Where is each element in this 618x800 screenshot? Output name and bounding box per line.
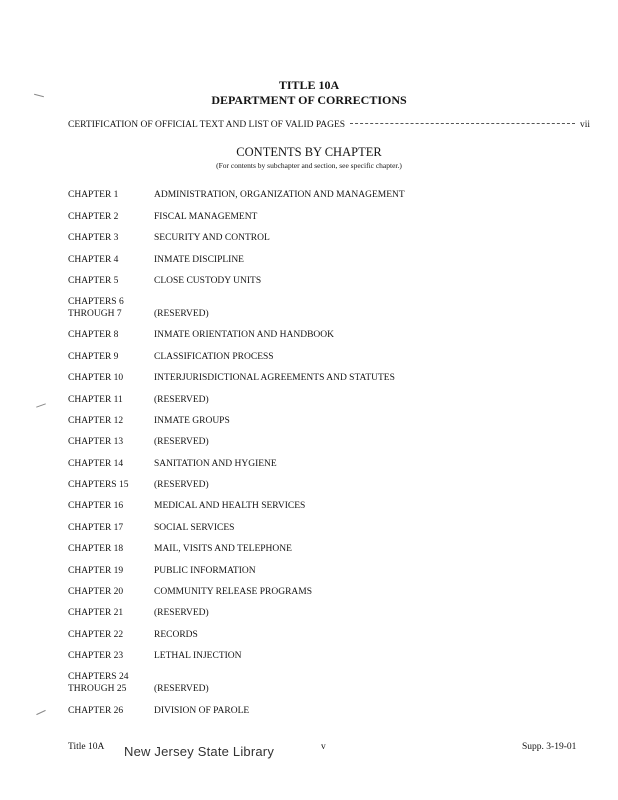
chapter-number [68,543,154,555]
footer-page-number: v [321,742,326,752]
chapter-title: DIVISION OF PAROLE [154,705,250,716]
chapter-title: INMATE GROUPS [154,415,230,426]
chapter-row [68,287,548,320]
footer-supplement-date: Supp. 3-19-01 [522,742,577,752]
chapter-row [68,244,548,265]
chapter-number [68,458,154,470]
chapter-row [68,470,548,491]
chapter-number [68,650,154,662]
chapter-number-line: CHAPTERS 6 [68,296,124,307]
chapter-number-line: CHAPTER 1 [68,190,119,201]
chapter-number-line: CHAPTER 16 [68,501,124,512]
chapter-row [68,363,548,384]
chapter-number-line: THROUGH 7 [68,308,122,319]
chapter-number [68,351,154,363]
chapter-row [68,641,548,662]
scan-mark [36,710,45,715]
chapter-number-line: CHAPTER 11 [68,394,123,405]
chapter-number-line: CHAPTER 2 [68,211,119,222]
chapter-row [68,577,548,598]
chapter-number-line: CHAPTER 21 [68,608,124,619]
chapter-row [68,406,548,427]
chapter-row [68,534,548,555]
chapter-number [68,232,154,244]
chapter-title: (RESERVED) [154,437,209,448]
certification-line [68,120,590,130]
chapter-title: COMMUNITY RELEASE PROGRAMS [154,587,312,598]
chapter-number-line: CHAPTER 12 [68,415,124,426]
chapter-number-line: CHAPTER 13 [68,437,124,448]
chapter-title: SANITATION AND HYGIENE [154,458,277,469]
chapter-row [68,201,548,222]
chapter-row [68,619,548,640]
chapter-title: (RESERVED) [154,480,209,491]
contents-heading: CONTENTS BY CHAPTER [236,145,382,159]
chapter-title: SOCIAL SERVICES [154,522,235,533]
chapter-number-line: CHAPTER 22 [68,629,124,640]
chapter-title: ADMINISTRATION, ORGANIZATION AND MANAGEMENT [154,190,405,201]
chapter-number [68,329,154,341]
chapter-title: (RESERVED) [154,608,209,619]
certification-page: vii [579,120,590,130]
chapter-number [68,671,154,695]
title-block [0,78,618,108]
chapter-row [68,512,548,533]
chapter-number [68,394,154,406]
dot-leader [350,123,575,124]
chapter-number-line: CHAPTERS 24 [68,672,129,683]
library-stamp: New Jersey State Library [124,744,275,759]
chapter-number-line: CHAPTER 20 [68,587,124,598]
document-title: TITLE 10A [278,78,340,92]
chapter-row [68,384,548,405]
chapter-list [68,180,548,717]
chapter-number-line: CHAPTER 5 [68,275,119,286]
chapter-number-line: CHAPTERS 15 [68,480,129,491]
chapter-row [68,448,548,469]
chapter-number-line: CHAPTER 8 [68,330,119,341]
chapter-title: INTERJURISDICTIONAL AGREEMENTS AND STATUTES [154,373,395,384]
chapter-number [68,522,154,534]
chapter-title: (RESERVED) [154,308,209,319]
chapter-row [68,320,548,341]
chapter-title: RECORDS [154,629,198,640]
chapter-title: (RESERVED) [154,394,209,405]
chapter-number-line: CHAPTER 18 [68,544,124,555]
chapter-title: INMATE ORIENTATION AND HANDBOOK [154,330,334,341]
chapter-number-line: CHAPTER 19 [68,565,124,576]
chapter-row [68,662,548,695]
chapter-row [68,223,548,244]
chapter-number-line: CHAPTER 10 [68,373,124,384]
chapter-number-line: CHAPTER 3 [68,233,119,244]
chapter-number [68,372,154,384]
chapter-row [68,180,548,201]
document-subtitle: DEPARTMENT OF CORRECTIONS [211,93,407,107]
chapter-number [68,254,154,266]
chapter-row [68,555,548,576]
chapter-title: CLOSE CUSTODY UNITS [154,275,262,286]
chapter-row [68,427,548,448]
contents-note: (For contents by subchapter and section, see specific chapter.) [216,161,402,170]
footer-title: Title 10A [68,742,105,752]
chapter-row [68,491,548,512]
chapter-number [68,189,154,201]
chapter-title: SECURITY AND CONTROL [154,233,270,244]
chapter-number [68,629,154,641]
chapter-title: (RESERVED) [154,684,209,695]
certification-label: CERTIFICATION OF OFFICIAL TEXT AND LIST OF VALID PAGES [68,120,346,130]
chapter-number [68,565,154,577]
chapter-number [68,586,154,598]
chapter-number [68,415,154,427]
chapter-title: FISCAL MANAGEMENT [154,211,258,222]
chapter-number-line: CHAPTER 23 [68,651,124,662]
chapter-number-line: CHAPTER 17 [68,522,124,533]
chapter-row [68,266,548,287]
chapter-title: MEDICAL AND HEALTH SERVICES [154,501,306,512]
chapter-number [68,296,154,320]
chapter-title: CLASSIFICATION PROCESS [154,351,274,362]
chapter-title: PUBLIC INFORMATION [154,565,256,576]
chapter-number-line: CHAPTER 26 [68,705,124,716]
chapter-row [68,598,548,619]
chapter-number [68,211,154,223]
chapter-number [68,500,154,512]
chapter-number-line: CHAPTER 14 [68,458,124,469]
chapter-number [68,607,154,619]
chapter-number [68,479,154,491]
chapter-number [68,436,154,448]
chapter-number-line: CHAPTER 9 [68,351,119,362]
chapter-row [68,695,548,716]
chapter-number-line: CHAPTER 4 [68,254,119,265]
chapter-number [68,705,154,717]
scan-mark [36,403,46,407]
chapter-title: MAIL, VISITS AND TELEPHONE [154,544,292,555]
chapter-row [68,341,548,362]
chapter-number-line: THROUGH 25 [68,684,127,695]
chapter-number [68,275,154,287]
chapter-title: INMATE DISCIPLINE [154,254,244,265]
chapter-title: LETHAL INJECTION [154,651,242,662]
